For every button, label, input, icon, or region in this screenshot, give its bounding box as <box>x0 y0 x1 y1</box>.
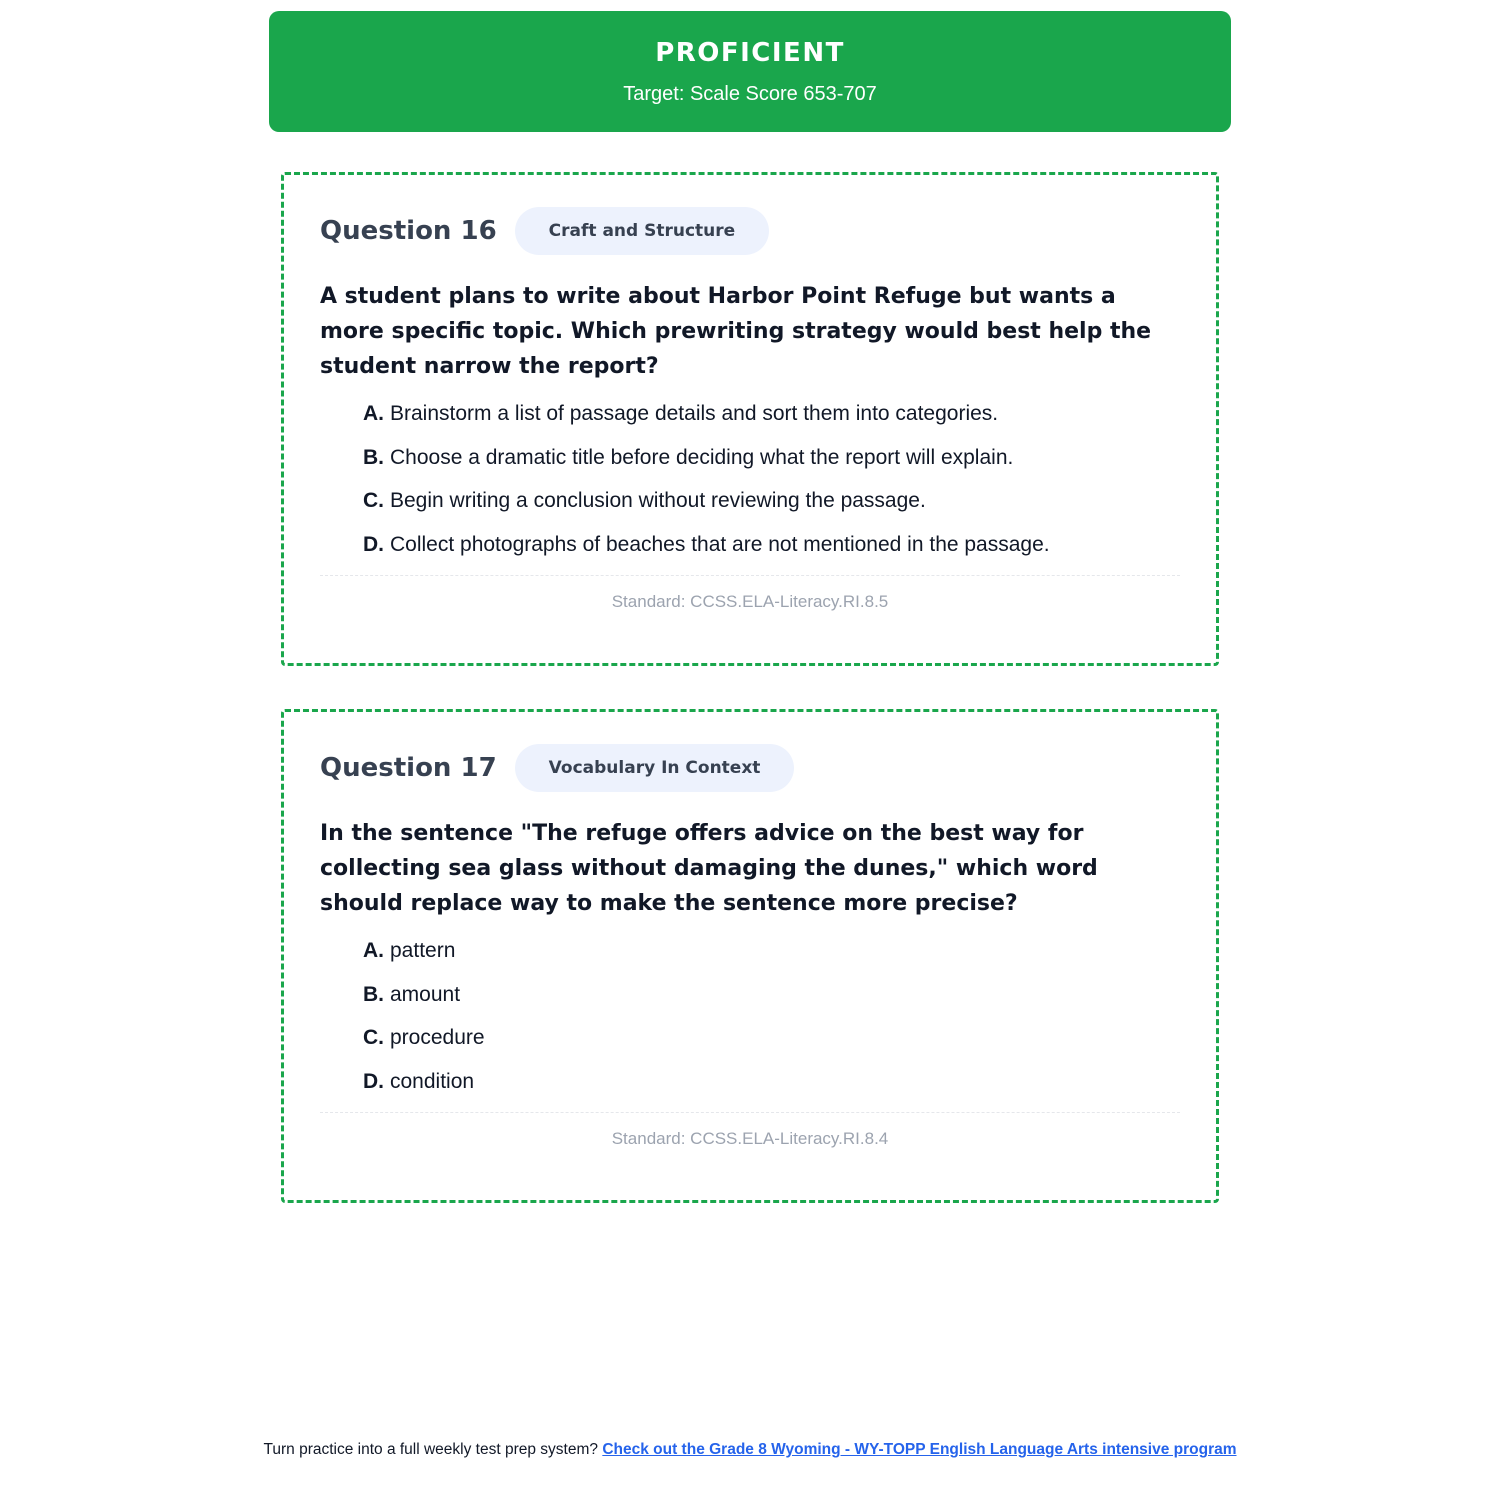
answer-option <box>363 1068 1180 1096</box>
question-prompt: A student plans to write about Harbor Point Refuge but wants a more specific topic. Which prewriting strategy would best help the student narrow the report? <box>320 284 1152 379</box>
option-text: pattern <box>390 939 456 962</box>
footer-prompt: Turn practice into a full weekly test prep system? <box>263 1441 599 1458</box>
option-text: condition <box>390 1069 475 1093</box>
option-text: Brainstorm a list of passage details and sort them into categories. <box>390 402 999 425</box>
standard-label: Standard: CCSS.ELA-Literacy.RI.8.4 <box>611 1128 889 1148</box>
option-letter: A. <box>363 402 384 425</box>
answer-option <box>363 981 1180 1009</box>
answer-option <box>363 444 1180 472</box>
answer-option <box>363 487 1180 515</box>
category-badge: Vocabulary In Context <box>515 744 795 792</box>
performance-level-banner <box>269 11 1231 132</box>
option-letter: B. <box>363 982 384 1006</box>
answer-options <box>320 400 1180 559</box>
question-header <box>320 742 1180 794</box>
question-number: Question 17 <box>320 753 497 783</box>
option-letter: D. <box>363 532 384 556</box>
divider <box>320 575 1180 576</box>
target-score-range: Target: Scale Score 653-707 <box>623 83 877 105</box>
option-letter: C. <box>363 1026 384 1049</box>
question-header <box>320 205 1180 257</box>
standard-label: Standard: CCSS.ELA-Literacy.RI.8.5 <box>611 591 889 611</box>
question-card <box>281 172 1219 666</box>
option-text: Choose a dramatic title before deciding what the report will explain. <box>390 445 1014 469</box>
option-letter: B. <box>363 445 384 469</box>
program-link[interactable]: Check out the Grade 8 Wyoming - WY-TOPP English Language Arts intensive program <box>602 1441 1237 1458</box>
answer-option <box>363 400 1180 428</box>
answer-options <box>320 937 1180 1096</box>
footer-cta <box>260 1440 1240 1459</box>
option-text: amount <box>390 982 461 1006</box>
option-letter: D. <box>363 1069 384 1093</box>
answer-option <box>363 937 1180 965</box>
answer-option <box>363 1024 1180 1052</box>
category-badge: Craft and Structure <box>515 207 770 255</box>
answer-option <box>363 531 1180 559</box>
divider <box>320 1112 1180 1113</box>
question-prompt: In the sentence "The refuge offers advice on the best way for collecting sea glass without damaging the dunes," which word should replace way to make the sentence more precise? <box>320 821 1098 916</box>
option-letter: A. <box>363 939 384 962</box>
performance-level-title: PROFICIENT <box>655 38 845 68</box>
option-text: Collect photographs of beaches that are not mentioned in the passage. <box>390 532 1050 556</box>
option-text: procedure <box>390 1026 485 1049</box>
option-letter: C. <box>363 489 384 512</box>
page <box>269 11 1231 1148</box>
question-number: Question 16 <box>320 216 497 246</box>
question-card <box>281 709 1219 1203</box>
option-text: Begin writing a conclusion without reviewing the passage. <box>390 489 926 512</box>
